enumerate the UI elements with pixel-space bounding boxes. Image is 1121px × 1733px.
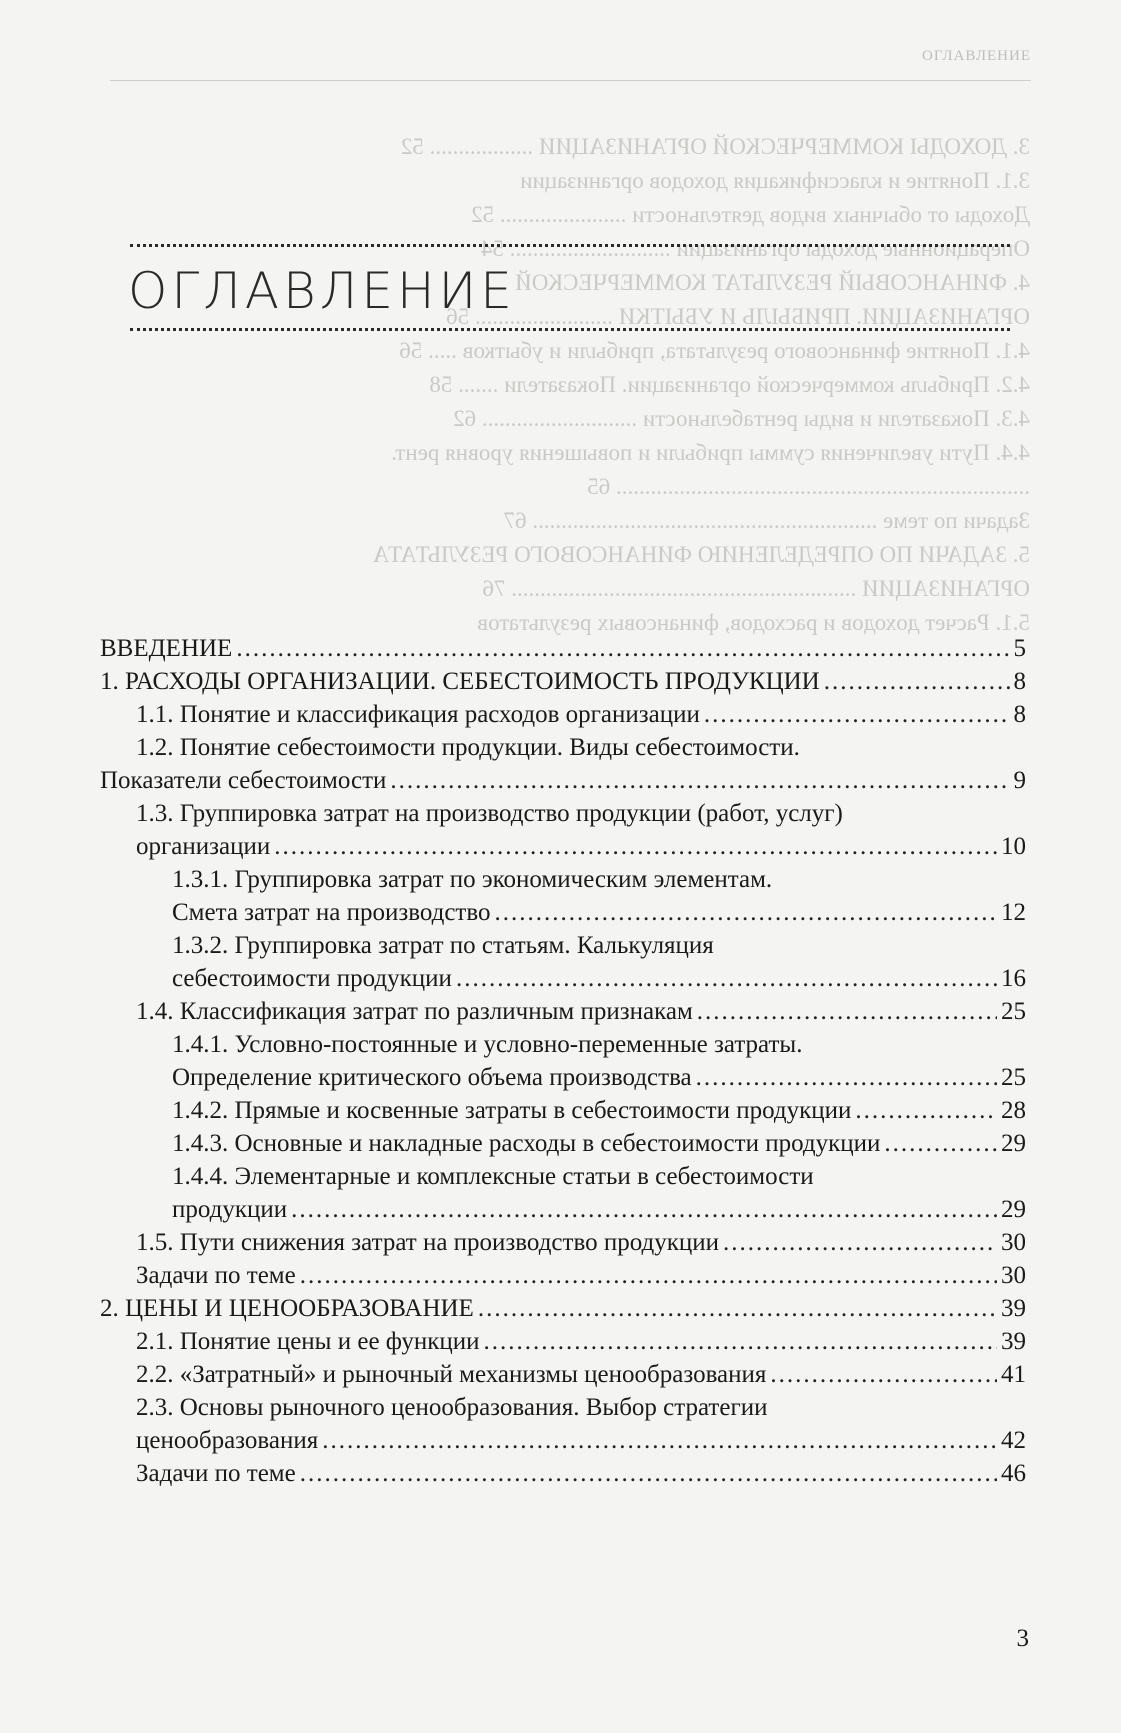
toc-dot-leader <box>495 896 998 929</box>
toc-entry <box>100 995 1026 1028</box>
toc-entry-title: 1.4.2. Прямые и косвенные затраты в себестоимости продукции <box>172 1097 852 1124</box>
toc-entry <box>100 929 1026 962</box>
toc-entry-page: 10 <box>1001 833 1026 860</box>
toc-entry <box>100 764 1026 797</box>
toc-entry <box>100 1061 1026 1094</box>
page-number: 3 <box>1016 1625 1029 1652</box>
toc-entry-title: продукции <box>172 1196 288 1223</box>
toc-entry-title: ВВЕДЕНИЕ <box>100 635 233 662</box>
toc-entry-page: 8 <box>1013 701 1026 728</box>
toc-entry <box>100 1028 1026 1061</box>
toc-entry <box>100 1325 1026 1358</box>
table-of-contents <box>100 632 1026 1490</box>
toc-entry <box>100 962 1026 995</box>
toc-dot-leader <box>390 764 1009 797</box>
toc-entry-title: 1. РАСХОДЫ ОРГАНИЗАЦИИ. СЕБЕСТОИМОСТЬ ПРОДУКЦИИ <box>100 668 820 695</box>
toc-entry-page: 30 <box>1001 1262 1026 1289</box>
toc-entry-page: 28 <box>1001 1097 1026 1124</box>
toc-dot-leader <box>300 1259 997 1292</box>
toc-entry <box>100 1160 1026 1193</box>
toc-entry-page: 9 <box>1013 767 1026 794</box>
toc-entry-page: 39 <box>1001 1328 1026 1355</box>
toc-entry <box>100 731 1026 764</box>
toc-entry <box>100 1358 1026 1391</box>
toc-entry-page: 29 <box>1001 1196 1026 1223</box>
toc-entry-title: 1.4. Классификация затрат по различным признакам <box>136 998 693 1025</box>
toc-entry <box>100 698 1026 731</box>
toc-entry <box>100 1391 1026 1424</box>
toc-dot-leader <box>484 1325 997 1358</box>
toc-entry-page: 46 <box>1001 1460 1026 1487</box>
toc-entry <box>100 896 1026 929</box>
toc-dot-leader <box>322 1424 997 1457</box>
toc-entry-page: 29 <box>1001 1130 1026 1157</box>
toc-entry <box>100 1424 1026 1457</box>
toc-entry-title: 1.3.2. Группировка затрат по статьям. Калькуляция <box>172 932 714 959</box>
toc-dot-leader <box>770 1358 997 1391</box>
toc-entry-title: 1.1. Понятие и классификация расходов организации <box>136 701 700 728</box>
toc-entry-page: 30 <box>1001 1229 1026 1256</box>
toc-dot-leader <box>723 1226 997 1259</box>
toc-dot-leader <box>456 962 997 995</box>
show-through-text: 3. ДОХОДЫ КОММЕРЧЕСКОЙ ОРГАНИЗАЦИИ .................. 52 3.1. Понятие и классификация доходов организации Доходы от обычных видов деятельности ...................... 52 Операционные доходы организации ............................ 54 4. ФИНАНСОВЫЙ РЕЗУЛЬТАТ КОММЕРЧЕСКОЙ ОРГАНИЗАЦИИ. ПРИБЫЛЬ И УБЫТКИ ........................ 56 4.1. Понятие финансового результата, прибыли и убытков ..... 56 4.2. Прибыль коммерческой организации. Показатели ....... 58 4.3. Показатели и виды рентабельности ........................... 62 4.4. Пути увеличения суммы прибыли и повышения уровня рент. ........................................................................ 65 Задачи по теме ............................................................ 67 5. ЗАДАЧИ ПО ОПРЕДЕЛЕНИЮ ФИНАНСОВОГО РЕЗУЛЬТАТА ОРГАНИЗАЦИИ ............................................................ 76 5.1. Расчет доходов и расходов, финансовых результатов <box>372 134 1030 635</box>
toc-entry-title: Определение критического объема производства <box>172 1064 692 1091</box>
toc-dot-leader <box>696 1061 997 1094</box>
toc-dot-leader <box>697 995 997 1028</box>
toc-entry-title: Смета затрат на производство <box>172 899 491 926</box>
toc-entry-title: 1.4.1. Условно-постоянные и условно-переменные затраты. <box>172 1031 803 1058</box>
toc-entry-page: 8 <box>1013 668 1026 695</box>
toc-entry <box>100 1457 1026 1490</box>
toc-entry-page: 5 <box>1013 635 1026 662</box>
toc-entry-title: себестоимости продукции <box>172 965 452 992</box>
toc-entry-title: 1.3. Группировка затрат на производство продукции (работ, услуг) <box>136 800 843 827</box>
toc-entry-page: 16 <box>1001 965 1026 992</box>
toc-entry-page: 25 <box>1001 1064 1026 1091</box>
toc-entry-title: 1.5. Пути снижения затрат на производство продукции <box>136 1229 719 1256</box>
toc-entry <box>100 632 1026 665</box>
toc-dot-leader <box>884 1127 997 1160</box>
toc-entry-title: 1.3.1. Группировка затрат по экономическим элементам. <box>172 866 773 893</box>
header-rule <box>110 80 1031 81</box>
toc-entry <box>100 1259 1026 1292</box>
toc-entry-title: 1.4.4. Элементарные и комплексные статьи в себестоимости <box>172 1163 814 1190</box>
page-title: ОГЛАВЛЕНИЕ <box>128 262 516 320</box>
toc-entry-title: 1.2. Понятие себестоимости продукции. Виды себестоимости. <box>136 734 800 761</box>
toc-entry <box>100 1127 1026 1160</box>
toc-dot-leader <box>855 1094 997 1127</box>
toc-entry-title: 2.1. Понятие цены и ее функции <box>136 1328 480 1355</box>
toc-entry-page: 12 <box>1001 899 1026 926</box>
toc-entry-page: 25 <box>1001 998 1026 1025</box>
toc-dot-leader <box>478 1292 997 1325</box>
toc-dot-leader <box>291 1193 997 1226</box>
toc-entry <box>100 1226 1026 1259</box>
toc-dot-leader <box>274 830 997 863</box>
toc-entry-title: Задачи по теме <box>136 1460 296 1487</box>
toc-entry-page: 41 <box>1001 1361 1026 1388</box>
toc-entry <box>100 1193 1026 1226</box>
toc-entry <box>100 830 1026 863</box>
toc-entry-page: 39 <box>1001 1295 1026 1322</box>
toc-entry <box>100 863 1026 896</box>
title-rule-top <box>130 244 1010 247</box>
toc-entry <box>100 797 1026 830</box>
toc-dot-leader <box>300 1457 997 1490</box>
title-rule-bottom <box>130 328 1010 331</box>
toc-entry-title: 1.4.3. Основные и накладные расходы в себестоимости продукции <box>172 1130 881 1157</box>
toc-entry-page: 42 <box>1001 1427 1026 1454</box>
running-header: ОГЛАВЛЕНИЕ <box>922 48 1031 64</box>
toc-entry-title: Показатели себестоимости <box>100 767 387 794</box>
toc-entry <box>100 665 1026 698</box>
toc-dot-leader <box>236 632 1009 665</box>
toc-entry-title: ценообразования <box>136 1427 319 1454</box>
toc-dot-leader <box>704 698 1010 731</box>
toc-entry-title: 2.2. «Затратный» и рыночный механизмы ценообразования <box>136 1361 767 1388</box>
toc-entry-title: 2. ЦЕНЫ И ЦЕНООБРАЗОВАНИЕ <box>100 1295 474 1322</box>
toc-entry <box>100 1292 1026 1325</box>
toc-entry-title: 2.3. Основы рыночного ценообразования. Выбор стратегии <box>136 1394 768 1421</box>
toc-entry-title: организации <box>136 833 271 860</box>
toc-dot-leader <box>824 665 1010 698</box>
toc-entry <box>100 1094 1026 1127</box>
toc-entry-title: Задачи по теме <box>136 1262 296 1289</box>
